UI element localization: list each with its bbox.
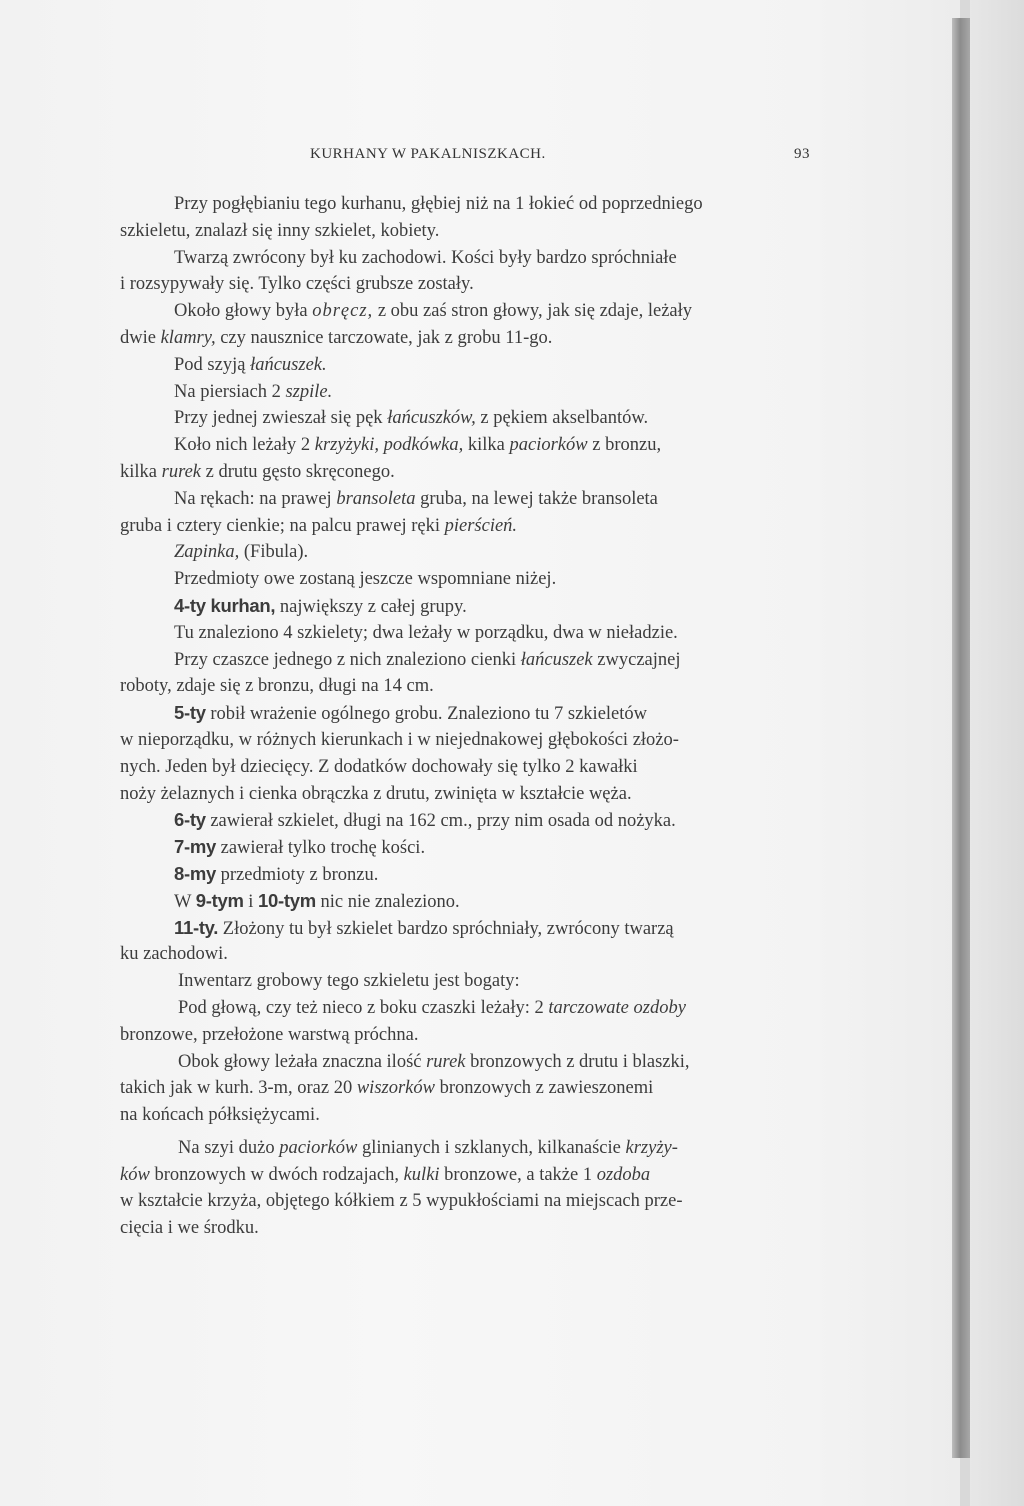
text-line: ków bronzowych w dwóch rodzajach, kulki bronzowe, a także 1 ozdoba (120, 1164, 651, 1185)
section-heading: 4-ty kurhan, (174, 594, 276, 616)
text-line: cięcia i we środku. (120, 1218, 259, 1239)
text-line: Obok głowy leżała znaczna ilość rurek bronzowych z drutu i blaszki, (178, 1051, 690, 1072)
text-line: Na szyi dużo paciorków glinianych i szklanych, kilkanaście krzyży- (178, 1137, 678, 1158)
section-heading: 7-my (174, 836, 216, 858)
text-line: w nieporządku, w różnych kierunkach i w niejednakowej głębokości złożo- (120, 729, 679, 750)
text-line: Przy jednej zwieszał się pęk łańcuszków, z pękiem akselbantów. (174, 408, 649, 429)
section-heading: 8-my (174, 862, 216, 884)
text-line: Zapinka, (Fibula). (174, 542, 309, 563)
emphasis: krzyży- (625, 1137, 678, 1158)
emphasis: ków (120, 1164, 150, 1185)
text-line: Przy pogłębianiu tego kurhanu, głębiej niż na 1 łokieć od poprzedniego (174, 194, 703, 214)
text-line: Przy czaszce jednego z nich znaleziono cienki łańcuszek zwyczajnej (174, 649, 681, 670)
text-line: bronzowe, przełożone warstwą próchna. (120, 1024, 419, 1045)
text-line: kilka rurek z drutu gęsto skręconego. (120, 461, 395, 482)
emphasis: Zapinka, (174, 542, 240, 563)
emphasis: paciorków (509, 435, 588, 456)
book-spine-shadow (952, 18, 970, 1458)
emphasis: paciorków (279, 1137, 358, 1158)
emphasis: łańcuszek (520, 649, 593, 670)
section-heading: 9-tym (195, 889, 244, 911)
emphasis: kulki (403, 1164, 440, 1185)
emphasis: rurek (426, 1051, 466, 1072)
emphasis: pierścień. (444, 515, 518, 536)
text-line: 5-ty robił wrażenie ogólnego grobu. Znaleziono tu 7 szkieletów (174, 702, 648, 725)
text-line: Tu znaleziono 4 szkielety; dwa leżały w porządku, dwa w nieładzie. (174, 622, 678, 643)
page-number: 93 (794, 146, 810, 162)
text-line: szkieletu, znalazł się inny szkielet, kobiety. (120, 220, 440, 241)
emphasis: krzyżyki, (314, 435, 379, 456)
text-line: Około głowy była obręcz, z obu zaś stron głowy, jak się zdaje, leżały (174, 301, 693, 322)
emphasis: wiszorków (356, 1078, 435, 1099)
body-text (120, 191, 800, 1242)
section-heading: 5-ty (174, 702, 206, 724)
emphasis: klamry, (160, 327, 216, 348)
emphasis: bransoleta (336, 488, 416, 509)
text-line: nych. Jeden był dziecięcy. Z dodatków dochowały się tylko 2 kawałki (120, 756, 638, 777)
text-line: Pod głową, czy też nieco z boku czaszki leżały: 2 tarczowate ozdoby (178, 997, 686, 1018)
emphasis: rurek (161, 461, 202, 482)
text-line: Koło nich leżały 2 krzyżyki, podkówka, kilka paciorków z bronzu, (174, 435, 662, 456)
emphasis: tarczowate ozdoby (548, 997, 686, 1018)
section-heading: 11-ty. (174, 916, 219, 938)
text-line: dwie klamry, czy nausznice tarczowate, jak z grobu 11-go. (120, 327, 553, 348)
page-edge (970, 0, 1024, 1506)
text-line: Na rękach: na prawej bransoleta gruba, na lewej także bransoleta (174, 488, 658, 509)
text-line: noży żelaznych i cienka obrączka z drutu, zwinięta w kształcie węża. (120, 783, 632, 804)
text-line: 4-ty kurhan, największy z całej grupy. (174, 594, 467, 617)
emphasis: ozdoba (596, 1164, 651, 1185)
text-line: ku zachodowi. (120, 944, 228, 965)
text-line: Twarzą zwrócony był ku zachodowi. Kości były bardzo spróchniałe (174, 247, 677, 268)
text-line: Na piersiach 2 szpile. (174, 381, 333, 402)
text-line: na końcach półksiężycami. (120, 1105, 320, 1126)
text-line: 6-ty zawierał szkielet, długi na 162 cm., przy nim osada od nożyka. (174, 809, 676, 832)
text-line: Inwentarz grobowy tego szkieletu jest bogaty: (178, 971, 520, 992)
emphasis: podkówka, (383, 435, 464, 456)
text-line: W 9-tym i 10-tym nic nie znaleziono. (174, 889, 460, 912)
emphasis: szpile. (285, 381, 333, 402)
text-line: Pod szyją łańcuszek. (174, 354, 327, 375)
section-heading: 10-tym (258, 889, 316, 911)
emphasis: obręcz, (312, 301, 374, 322)
text-line: 8-my przedmioty z bronzu. (174, 862, 379, 885)
text-line: takich jak w kurh. 3-m, oraz 20 wiszorków bronzowych z zawieszonemi (120, 1078, 654, 1099)
running-title: KURHANY W PAKALNISZKACH. (310, 146, 546, 162)
text-line: 7-my zawierał tylko trochę kości. (174, 836, 426, 859)
text-line: roboty, zdaje się z bronzu, długi na 14 cm. (120, 676, 434, 697)
emphasis: łańcuszków, (387, 408, 476, 429)
text-line: Przedmioty owe zostaną jeszcze wspomniane niżej. (174, 569, 557, 590)
text-line: i rozsypywały się. Tylko części grubsze zostały. (120, 274, 474, 295)
section-heading: 6-ty (174, 809, 206, 831)
emphasis: łańcuszek. (250, 354, 327, 375)
text-line: gruba i cztery cienkie; na palcu prawej ręki pierścień. (120, 515, 518, 536)
running-header (120, 146, 810, 170)
text-line: 11-ty. Złożony tu był szkielet bardzo spróchniały, zwrócony twarzą (174, 916, 674, 939)
text-line: w kształcie krzyża, objętego kółkiem z 5 wypukłościami na miejscach prze- (120, 1191, 683, 1212)
